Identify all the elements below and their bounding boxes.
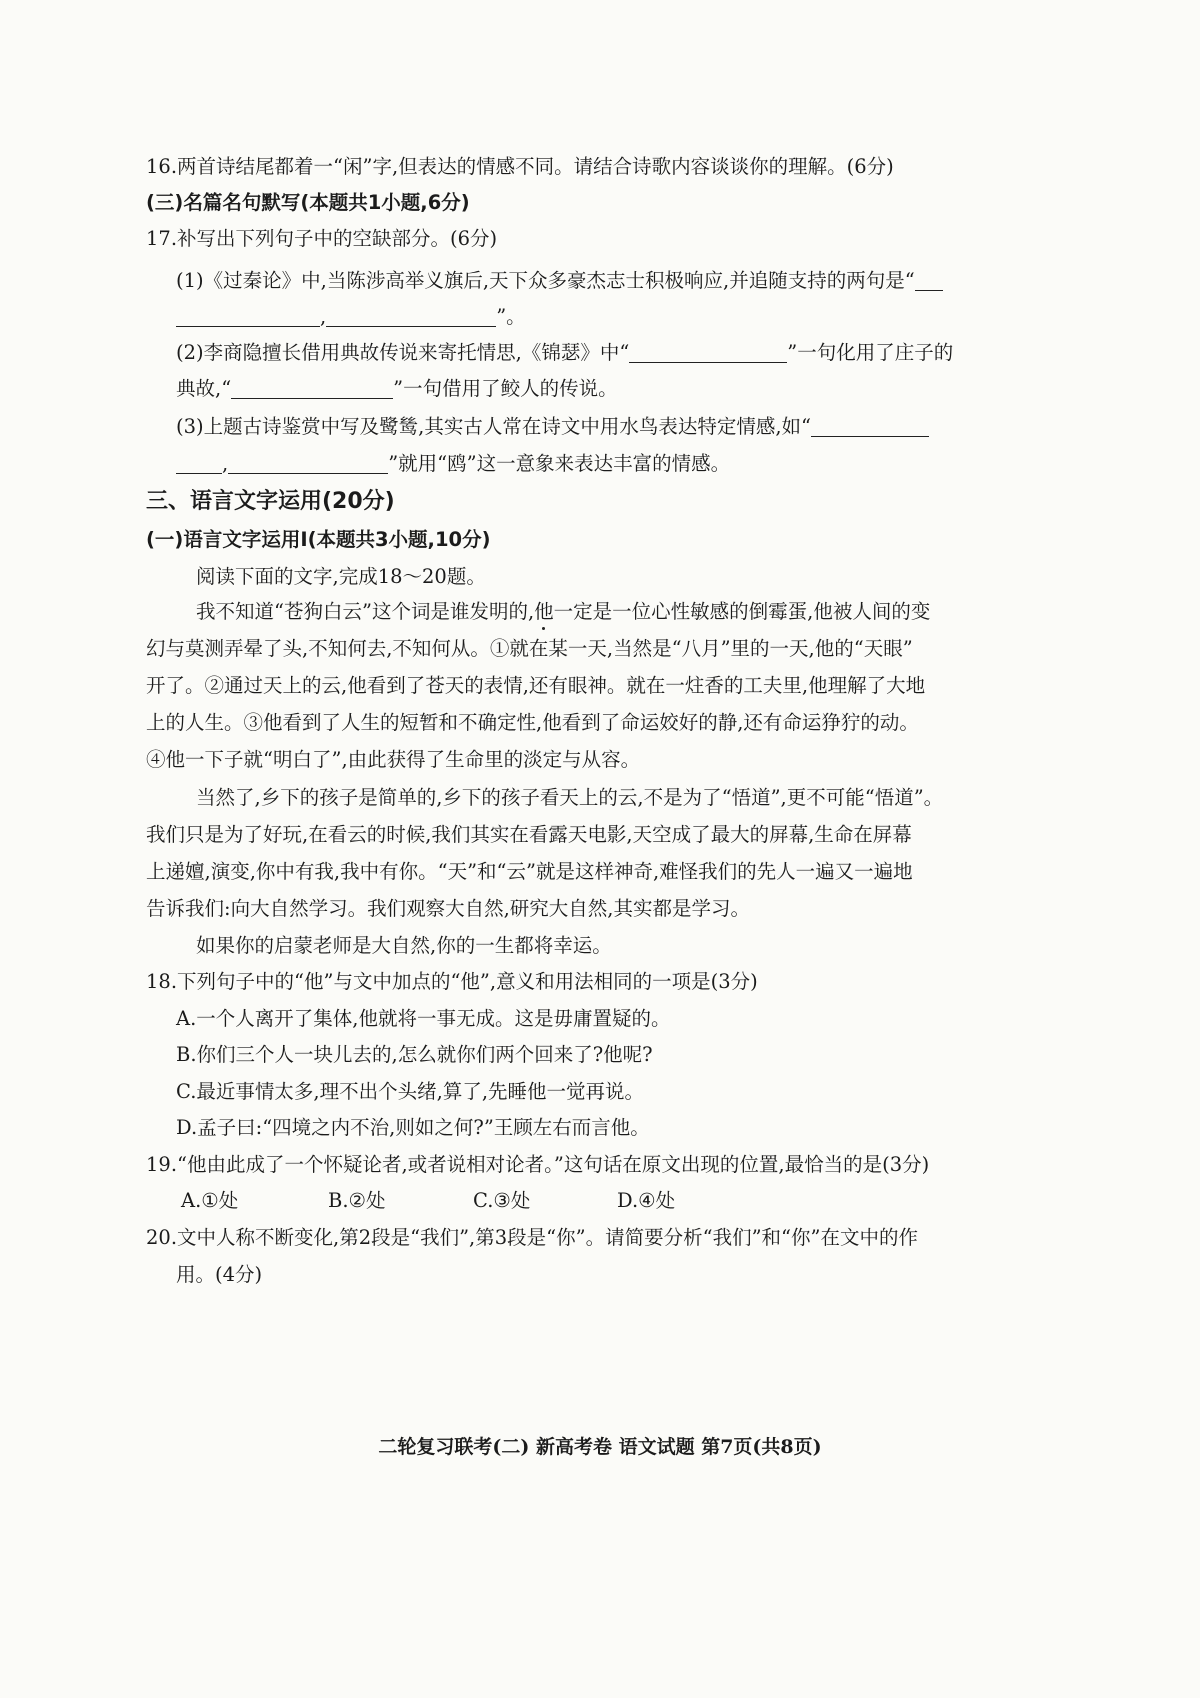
page-footer: 二轮复习联考(二) 新高考卷 语文试题 第7页(共8页): [378, 1436, 822, 1458]
reading-instruction: 阅读下面的文字,完成18～20题。: [196, 565, 486, 588]
passage-p2-line-4: 告诉我们:向大自然学习。我们观察大自然,研究大自然,其实都是学习。: [146, 897, 750, 920]
answer-blank[interactable]: [176, 304, 320, 327]
question-19-stem: 19.“他由此成了一个怀疑论者,或者说相对论者。”这句话在原文出现的位置,最恰当的是(3分): [146, 1153, 930, 1176]
answer-blank[interactable]: [629, 340, 787, 363]
passage-p2-line-3: 上递嬗,演变,你中有我,我中有你。“天”和“云”就是这样神奇,难怪我们的先人一遍又一遍地: [146, 860, 913, 883]
passage-p3-line-1: 如果你的启蒙老师是大自然,你的一生都将幸运。: [196, 934, 612, 957]
item-1-end: ”。: [496, 305, 526, 328]
item-2-text-b: ”一句化用了庄子的: [787, 341, 954, 364]
part-3-heading: (三)名篇名句默写(本题共1小题,6分): [146, 191, 470, 214]
passage-p1-line-1: [196, 598, 930, 626]
question-17-item-3-line-1: [176, 413, 929, 441]
question-19-option-a[interactable]: A.①处: [181, 1189, 239, 1212]
item-3-end: ”就用“鸥”这一意象来表达丰富的情感。: [388, 452, 731, 475]
answer-blank[interactable]: [915, 268, 943, 291]
question-20-line-2: 用。(4分): [176, 1263, 263, 1286]
question-17-item-2-line-1: [176, 339, 953, 367]
item-3-text: (3)上题古诗鉴赏中写及鹭鸶,其实古人常在诗文中用水鸟表达特定情感,如“: [176, 415, 811, 438]
answer-blank[interactable]: [326, 304, 496, 327]
question-19-option-d[interactable]: D.④处: [617, 1189, 676, 1212]
question-16: 16.两首诗结尾都着一“闲”字,但表达的情感不同。请结合诗歌内容谈谈你的理解。(6分): [146, 155, 894, 178]
passage-p1-line-4: 上的人生。③他看到了人生的短暂和不确定性,他看到了命运姣好的静,还有命运狰狞的动。: [146, 711, 919, 734]
item-2-text-a: (2)李商隐擅长借用典故传说来寄托情思,《锦瑟》中“: [176, 341, 630, 364]
answer-blank[interactable]: [231, 376, 393, 399]
answer-blank[interactable]: [228, 451, 388, 474]
section-3-heading: 三、语言文字运用(20分): [146, 489, 395, 514]
answer-blank[interactable]: [176, 451, 222, 474]
passage-text: 我不知道“苍狗白云”这个词是谁发明的,: [196, 600, 535, 623]
question-17-item-2-line-2: [176, 375, 618, 403]
dotted-he: 他: [534, 600, 554, 623]
item-2-text-c: 典故,“: [176, 377, 232, 400]
question-18-option-a[interactable]: A.一个人离开了集体,他就将一事无成。这是毋庸置疑的。: [176, 1007, 671, 1030]
comma: ,: [320, 305, 327, 328]
question-17-stem: 17.补写出下列句子中的空缺部分。(6分): [146, 227, 498, 250]
passage-p1-line-2: 幻与莫测弄晕了头,不知何去,不知何从。①就在某一天,当然是“八月”里的一天,他的“天眼”: [146, 637, 913, 660]
part-1-heading: (一)语言文字运用Ⅰ(本题共3小题,10分): [146, 528, 491, 551]
passage-text: 一定是一位心性敏感的倒霉蛋,他被人间的变: [553, 600, 931, 623]
question-20-line-1: 20.文中人称不断变化,第2段是“我们”,第3段是“你”。请简要分析“我们”和“你”在文中的作: [146, 1226, 918, 1249]
question-18-option-b[interactable]: B.你们三个人一块儿去的,怎么就你们两个回来了?他呢?: [176, 1043, 653, 1066]
comma: ,: [222, 452, 229, 475]
question-18-stem: 18.下列句子中的“他”与文中加点的“他”,意义和用法相同的一项是(3分): [146, 970, 758, 993]
question-17-item-1-line-1: [176, 267, 943, 295]
item-1-text: (1)《过秦论》中,当陈涉高举义旗后,天下众多豪杰志士积极响应,并追随支持的两句是“: [176, 269, 915, 292]
question-19-option-c[interactable]: C.③处: [473, 1189, 531, 1212]
passage-p1-line-3: 开了。②通过天上的云,他看到了苍天的表情,还有眼神。就在一炷香的工夫里,他理解了大地: [146, 674, 926, 697]
passage-p1-line-5: ④他一下子就“明白了”,由此获得了生命里的淡定与从容。: [146, 748, 641, 771]
item-2-text-d: ”一句借用了鲛人的传说。: [393, 377, 618, 400]
question-18-option-d[interactable]: D.孟子曰:“四境之内不治,则如之何?”王顾左右而言他。: [176, 1116, 650, 1139]
question-17-item-1-line-2: [176, 303, 526, 331]
passage-p2-line-1: 当然了,乡下的孩子是简单的,乡下的孩子看天上的云,不是为了“悟道”,更不可能“悟道”。: [196, 786, 944, 809]
answer-blank[interactable]: [811, 414, 929, 437]
question-19-option-b[interactable]: B.②处: [328, 1189, 386, 1212]
passage-p2-line-2: 我们只是为了好玩,在看云的时候,我们其实在看露天电影,天空成了最大的屏幕,生命在屏幕: [146, 823, 912, 846]
question-18-option-c[interactable]: C.最近事情太多,理不出个头绪,算了,先睡他一觉再说。: [176, 1080, 645, 1103]
question-17-item-3-line-2: [176, 450, 730, 478]
